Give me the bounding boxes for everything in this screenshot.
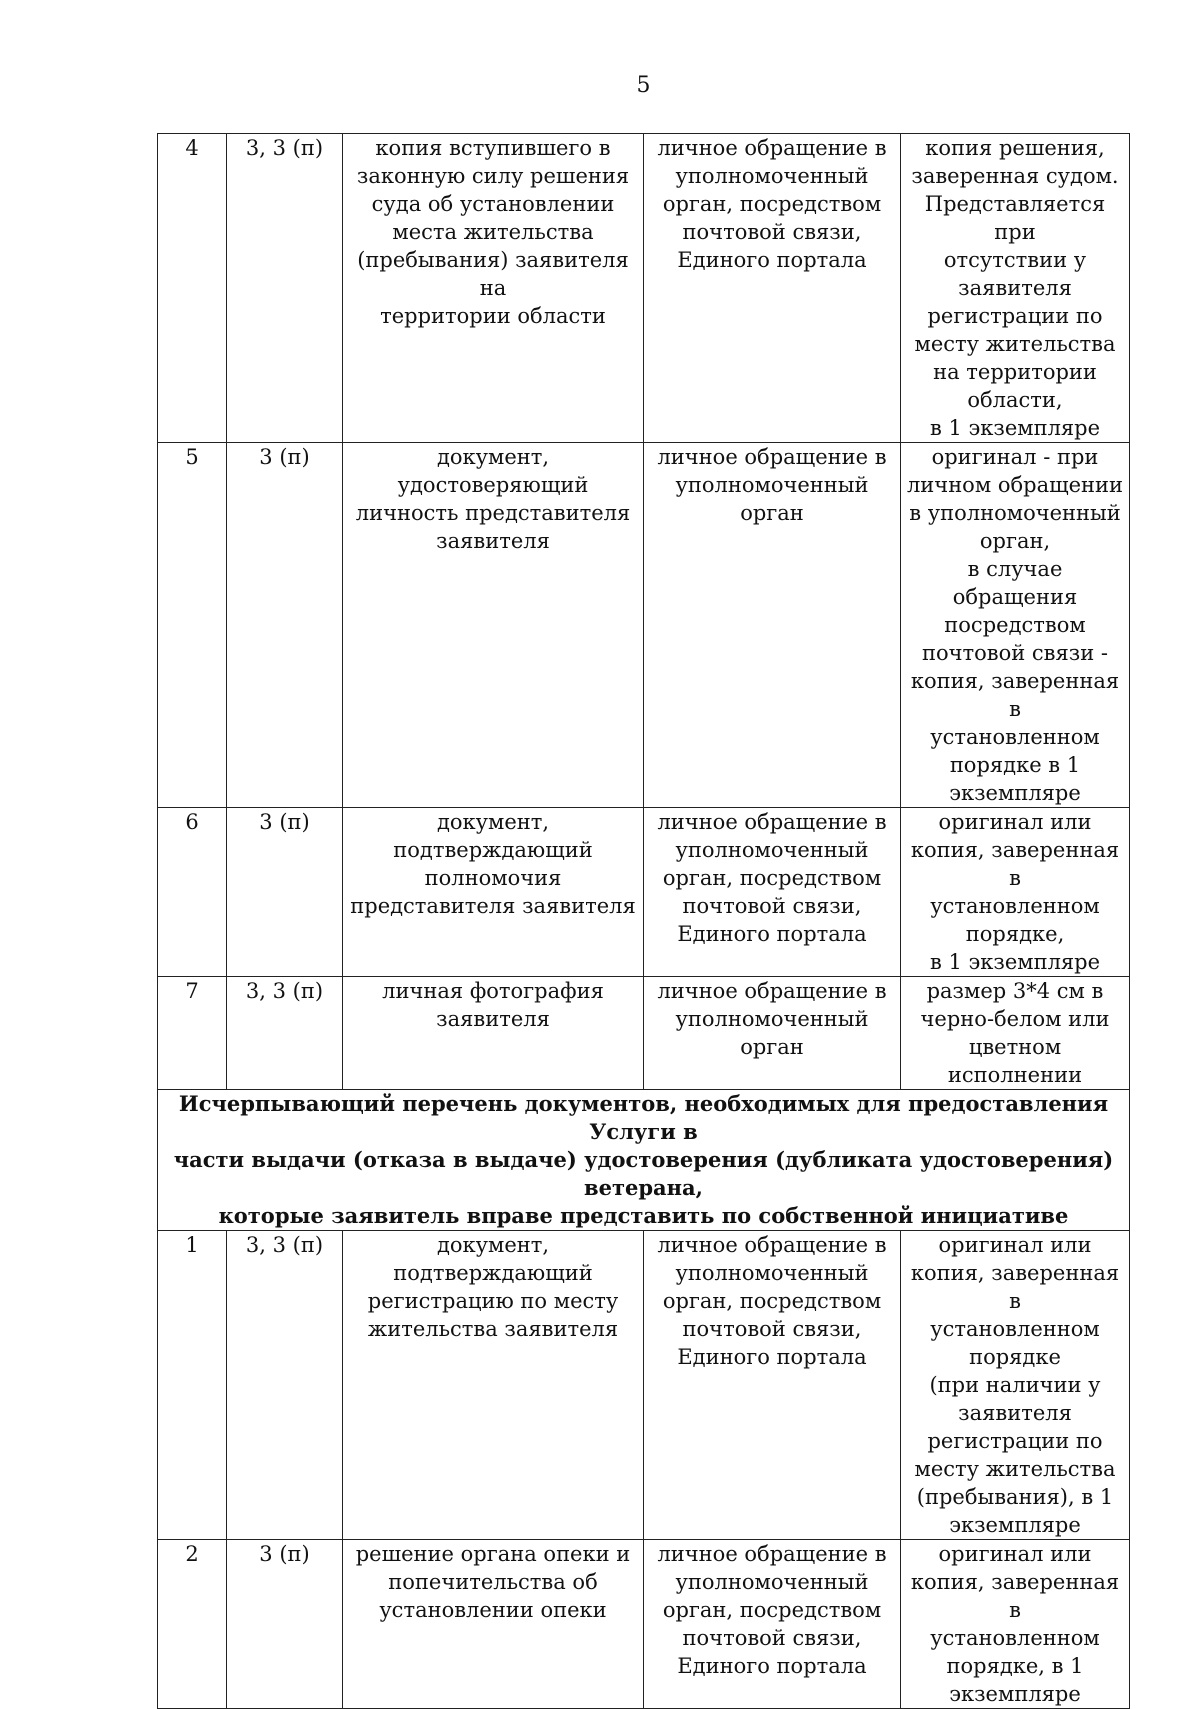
table-row bbox=[158, 1231, 1130, 1540]
page-number: 5 bbox=[636, 73, 651, 98]
document-form-cell: размер 3*4 см в черно-белом или цветном исполнении bbox=[901, 977, 1130, 1090]
document-name-cell: документ, подтверждающий регистрацию по месту жительства заявителя bbox=[343, 1231, 644, 1540]
table-row bbox=[158, 977, 1130, 1090]
submission-method-cell: личное обращение в уполномоченный орган, посредством почтовой связи, Единого портала bbox=[644, 134, 901, 443]
table-row bbox=[158, 808, 1130, 977]
submission-method-cell: личное обращение в уполномоченный орган bbox=[644, 977, 901, 1090]
row-number-cell: 1 bbox=[158, 1231, 227, 1540]
row-number-cell: 7 bbox=[158, 977, 227, 1090]
document-form-cell: оригинал или копия, заверенная в установленном порядке, в 1 экземпляре bbox=[901, 808, 1130, 977]
table-row bbox=[158, 134, 1130, 443]
category-cell: 3, 3 (п) bbox=[227, 1231, 343, 1540]
submission-method-cell: личное обращение в уполномоченный орган, посредством почтовой связи, Единого портала bbox=[644, 1231, 901, 1540]
category-cell: 3 (п) bbox=[227, 808, 343, 977]
document-name-cell: решение органа опеки и попечительства об установлении опеки bbox=[343, 1540, 644, 1709]
table-row bbox=[158, 443, 1130, 808]
submission-method-cell: личное обращение в уполномоченный орган, посредством почтовой связи, Единого портала bbox=[644, 808, 901, 977]
row-number-cell: 2 bbox=[158, 1540, 227, 1709]
document-form-cell: оригинал или копия, заверенная в установленном порядке, в 1 экземпляре bbox=[901, 1540, 1130, 1709]
section-heading-row bbox=[158, 1090, 1130, 1231]
document-name-cell: личная фотография заявителя bbox=[343, 977, 644, 1090]
document-form-cell: оригинал или копия, заверенная в установленном порядке (при наличии у заявителя регистрации по месту жительства (пребывания), в 1 экземпляре bbox=[901, 1231, 1130, 1540]
table-row bbox=[158, 1540, 1130, 1709]
row-number-cell: 4 bbox=[158, 134, 227, 443]
category-cell: 3, 3 (п) bbox=[227, 134, 343, 443]
documents-table bbox=[157, 133, 1130, 1709]
category-cell: 3 (п) bbox=[227, 443, 343, 808]
row-number-cell: 6 bbox=[158, 808, 227, 977]
document-name-cell: документ, подтверждающий полномочия представителя заявителя bbox=[343, 808, 644, 977]
document-form-cell: оригинал - при личном обращении в уполномоченный орган, в случае обращения посредством почтовой связи - копия, заверенная в установленном порядке в 1 экземпляре bbox=[901, 443, 1130, 808]
document-name-cell: копия вступившего в законную силу решения суда об установлении места жительства (пребывания) заявителя на территории области bbox=[343, 134, 644, 443]
row-number-cell: 5 bbox=[158, 443, 227, 808]
document-form-cell: копия решения, заверенная судом. Представляется при отсутствии у заявителя регистрации по месту жительства на территории области, в 1 экземпляре bbox=[901, 134, 1130, 443]
category-cell: 3, 3 (п) bbox=[227, 977, 343, 1090]
category-cell: 3 (п) bbox=[227, 1540, 343, 1709]
submission-method-cell: личное обращение в уполномоченный орган, посредством почтовой связи, Единого портала bbox=[644, 1540, 901, 1709]
section-heading: Исчерпывающий перечень документов, необходимых для предоставления Услуги в части выдачи (отказа в выдаче) удостоверения (дубликата удостоверения) ветерана, которые заявитель вправе представить по собственной инициативе bbox=[158, 1090, 1130, 1231]
submission-method-cell: личное обращение в уполномоченный орган bbox=[644, 443, 901, 808]
document-name-cell: документ, удостоверяющий личность представителя заявителя bbox=[343, 443, 644, 808]
